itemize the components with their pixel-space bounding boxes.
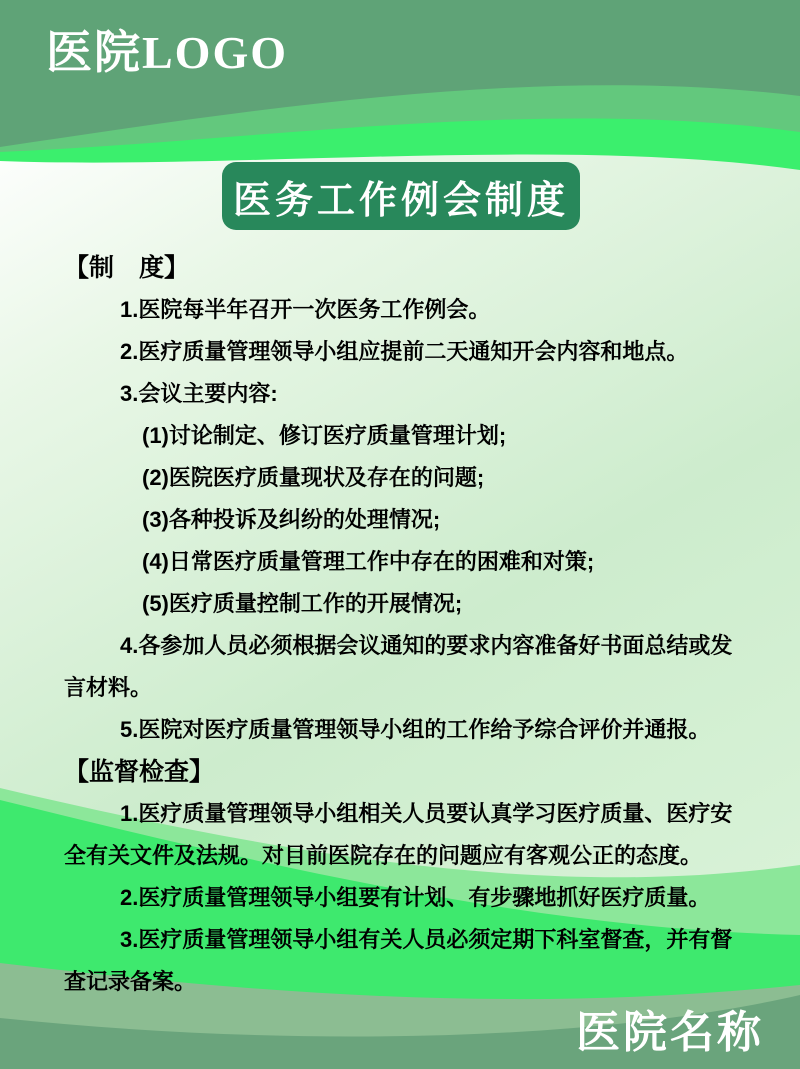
poster-title: 医务工作例会制度 xyxy=(232,179,569,222)
poster-text-line: 4.各参加人员必须根据会议通知的要求内容准备好书面总结或发言材料。 xyxy=(64,633,733,700)
poster-text-line: 3.会议主要内容: xyxy=(120,381,278,406)
poster-body xyxy=(64,247,742,1003)
poster-text-line: 1.医院每半年召开一次医务工作例会。 xyxy=(120,297,491,322)
hospital-logo-text: 医院LOGO xyxy=(46,27,289,78)
poster-text-line: 5.医院对医疗质量管理领导小组的工作给予综合评价并通报。 xyxy=(120,717,711,742)
poster-text-line: 1.医疗质量管理领导小组相关人员要认真学习医疗质量、医疗安全有关文件及法规。对目前医院存在的问题应有客观公正的态度。 xyxy=(64,801,733,868)
poster-text-line: 2.医疗质量管理领导小组要有计划、有步骤地抓好医疗质量。 xyxy=(120,885,711,910)
poster-text-line: (2)医院医疗质量现状及存在的问题; xyxy=(142,465,485,490)
poster-text-line: 3.医疗质量管理领导小组有关人员必须定期下科室督查，并有督查记录备案。 xyxy=(64,927,733,994)
title-banner xyxy=(222,162,580,230)
hospital-name-text: 医院名称 xyxy=(576,1008,764,1057)
poster-text-line: 2.医疗质量管理领导小组应提前二天通知开会内容和地点。 xyxy=(120,339,689,364)
poster-text-line: (1)讨论制定、修订医疗质量管理计划; xyxy=(142,423,507,448)
section-heading: 【制 度】 xyxy=(64,254,190,282)
section-heading: 【监督检查】 xyxy=(64,758,215,786)
poster-text-line: (5)医疗质量控制工作的开展情况; xyxy=(142,591,463,616)
poster-text-line: (3)各种投诉及纠纷的处理情况; xyxy=(142,507,441,532)
poster-text-line: (4)日常医疗质量管理工作中存在的困难和对策; xyxy=(142,549,595,574)
